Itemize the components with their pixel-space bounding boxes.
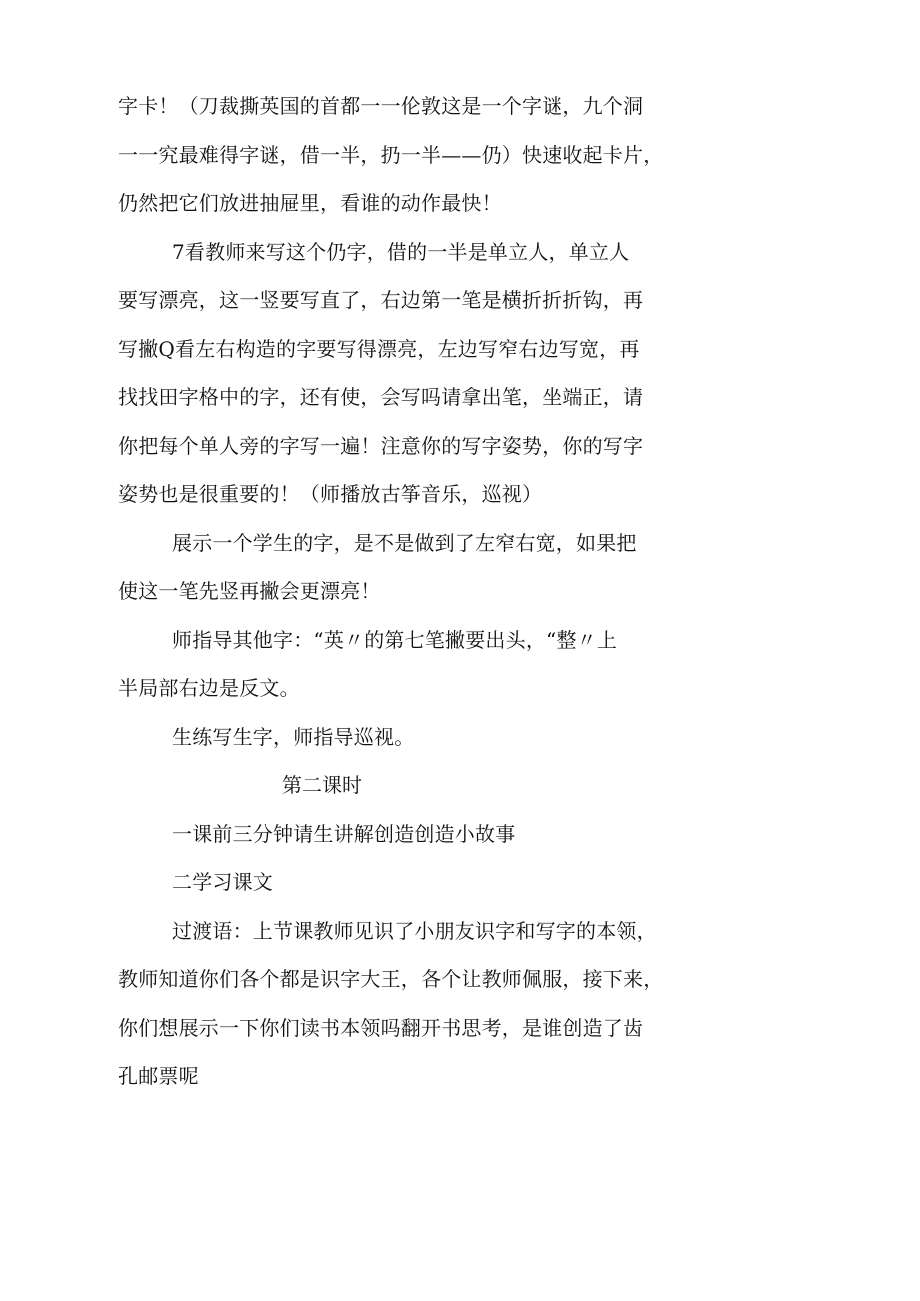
- paragraph-card-riddle: [118, 82, 664, 228]
- text-line: 要写漂亮，这一竖要写直了，右边第一笔是横折折折钩，再: [118, 288, 644, 312]
- paragraph-story-time: [118, 810, 638, 859]
- text-line: 一一究最难得字谜，借一半，扔一半——仍）快速收起卡片，: [118, 142, 664, 167]
- text-line: 孔邮票呢: [118, 1064, 199, 1088]
- paragraph-transition: [118, 907, 664, 1101]
- text-line: 7看教师来写这个仍字，借的一半是单立人，单立人: [172, 239, 630, 264]
- text-line: 你把每个单人旁的字写一遍！注意你的写字姿势，你的写字: [118, 433, 644, 458]
- paragraph-practice: [118, 713, 638, 762]
- paragraph-other-characters: [118, 616, 638, 713]
- text-line: 半局部右边是反文。: [118, 676, 300, 700]
- text-line: 姿势也是很重要的！（师播放古筝音乐，巡视）: [118, 482, 543, 506]
- paragraph-show-student-work: [118, 519, 638, 616]
- text-line: 字卡！（刀裁撕英国的首都一一伦敦这是一个字谜，九个洞: [118, 94, 644, 118]
- text-line: 过渡语：上节课教师见识了小朋友识字和写字的本领，: [172, 918, 657, 943]
- text-line: 展示一个学生的字，是不是做到了左窄右宽，如果把: [172, 530, 637, 555]
- text-line: 仍然把它们放进抽屉里，看谁的动作最快！: [118, 191, 502, 215]
- paragraph-writing-guide: [118, 228, 644, 519]
- document-page: [118, 82, 664, 1101]
- section-heading: 第二课时: [282, 773, 362, 797]
- text-line: 写撇Q看左右构造的字要写得漂亮，左边写窄右边写宽，再: [118, 336, 640, 361]
- text-line: 二学习课文: [172, 870, 273, 894]
- text-line: 生练写生字，师指导巡视。: [172, 724, 415, 749]
- text-line: 使这一笔先竖再撇会更漂亮！: [118, 579, 381, 603]
- text-line: 找找田字格中的字，还有使，会写吗请拿出笔，坐端正，请: [118, 385, 644, 409]
- text-line: 教师知道你们各个都是识字大王，各个让教师佩服，接下来，: [118, 967, 664, 991]
- text-line: 师指导其他字：“英〃的第七笔撇要出头，“整〃上: [172, 627, 618, 652]
- text-line: 你们想展示一下你们读书本领吗翻开书思考，是谁创造了齿: [118, 1015, 644, 1040]
- paragraph-study-text: [118, 858, 638, 907]
- text-line: 一课前三分钟请生讲解创造创造小故事: [172, 821, 516, 846]
